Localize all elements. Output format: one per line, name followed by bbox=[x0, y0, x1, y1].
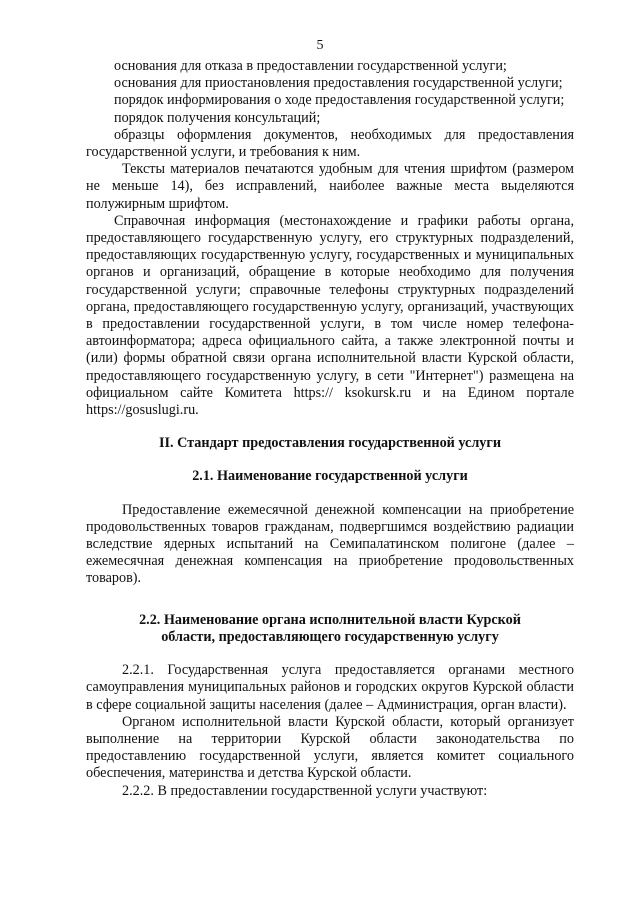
paragraph-organ: Органом исполнительной власти Курской области, который организует выполнение на территории Курской области законодательства по предоставлению государственной услуги, является комитет социального обеспечения, материнства и детства Курской области. bbox=[86, 713, 574, 782]
paragraph-fonts: Тексты материалов печатаются удобным для чтения шрифтом (размером не меньше 14), без исправлений, наиболее важные места выделяются полужирным шрифтом. bbox=[86, 161, 574, 212]
spacer bbox=[86, 486, 574, 502]
list-item: образцы оформления документов, необходимых для предоставления государственной услуги, и требования к ним. bbox=[86, 126, 574, 161]
page-number: 5 bbox=[316, 38, 324, 53]
paragraph-2-2-1: 2.2.1. Государственная услуга предоставляется органами местного самоуправления муниципальных районов и городских округов Курской области в сфере социальной защиты населения (далее – Администрация, орган власти). bbox=[86, 662, 574, 713]
list-item: порядок информирования о ходе предоставления государственной услуги; bbox=[114, 92, 565, 109]
spacer bbox=[86, 588, 574, 612]
section-heading: II. Стандарт предоставления государственной услуги bbox=[158, 435, 502, 452]
document-body bbox=[86, 58, 574, 800]
paragraph-reference-info: Справочная информация (местонахождение и графики работы органа, предоставляющего государственную услугу, его структурных подразделений, предоставляющих государственную услугу, государственных и муниципальных органов и организаций, обращение в которые необходимо для получения государственной услуги; справочные телефоны структурных подразделений органа, предоставляющего государственную услугу, организаций, участвующих в предоставлении государственной услуги, в том числе номер телефона-автоинформатора; адреса официального сайта, а также электронной почты и (или) формы обратной связи органа исполнительной власти Курской области, предоставляющего государственную услугу, в сети "Интернет") размещена на официальном сайте Комитета https:// ksokursk.ru и на Едином портале https://gosuslugi.ru. bbox=[86, 212, 574, 419]
subsection-heading-2-1: 2.1. Наименование государственной услуги bbox=[192, 468, 468, 485]
paragraph-2-1: Предоставление ежемесячной денежной компенсации на приобретение продовольственных товаров гражданам, подвергшимся воздействию радиации вследствие ядерных испытаний на Семипалатинском полигоне (далее – ежемесячная денежная компенсация на приобретение продовольственных товаров). bbox=[86, 501, 574, 587]
subsection-heading-2-2-line2: области, предоставляющего государственную услугу bbox=[161, 628, 499, 645]
paragraph-2-2-2: 2.2.2. В предоставлении государственной услуги участвуют: bbox=[122, 782, 488, 799]
spacer bbox=[86, 419, 574, 435]
spacer bbox=[86, 646, 574, 662]
subsection-heading-2-2-line1: 2.2. Наименование органа исполнительной власти Курской bbox=[139, 611, 521, 628]
list-item: порядок получения консультаций; bbox=[114, 109, 321, 126]
list-item: основания для приостановления предоставления государственной услуги; bbox=[114, 75, 563, 92]
list-item: основания для отказа в предоставлении государственной услуги; bbox=[114, 58, 507, 74]
spacer bbox=[86, 452, 574, 468]
